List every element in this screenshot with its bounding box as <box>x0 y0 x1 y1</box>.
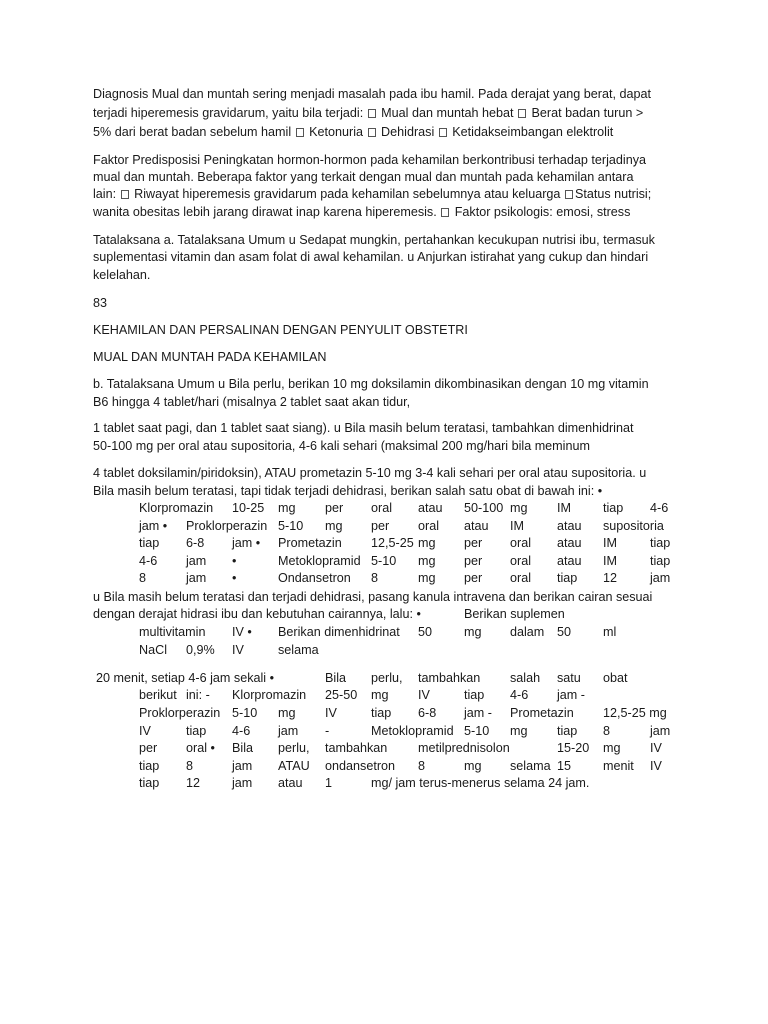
drug-list-row: Klorpromazin 10-25 mg per oral atau 50-100 mg IM tiap 4-6 <box>139 501 669 515</box>
treatment-line-5: 4 tablet doksilamin/piridoksin), ATAU prometazin 5-10 mg 3-4 kali sehari per oral atau supositoria. u <box>93 466 647 480</box>
treatment-line-4: 50-100 mg per oral atau supositoria, 4-6 kali sehari (maksimal 200 mg/hari bila meminum <box>93 439 590 453</box>
missing-glyph-icon <box>565 190 573 199</box>
iv-drug-row: tiap 12 jam atau 1 mg/ jam terus-menerus selama 24 jam. <box>139 776 590 790</box>
management-line-3: kelelahan. <box>93 268 151 282</box>
missing-glyph-icon <box>439 128 447 137</box>
diagnosis-line-3: 5% dari berat badan sebelum hamil Ketonuria Dehidrasi Ketidakseimbangan elektrolit <box>93 125 614 139</box>
treatment-line-1: b. Tatalaksana Umum u Bila perlu, berikan 10 mg doksilamin dikombinasikan dengan 10 mg vitamin <box>93 377 649 391</box>
missing-glyph-icon <box>368 128 376 137</box>
predisposition-line-2: mual dan muntah. Beberapa faktor yang terkait dengan mual dan muntah pada kehamilan antara <box>93 170 634 184</box>
iv-drug-intro-row: 20 menit, setiap 4-6 jam sekali • Bila perlu, tambahkan salah satu obat <box>96 671 628 685</box>
dehydration-line-2: dengan derajat hidrasi ibu dan kebutuhan cairannya, lalu: • Berikan suplemen <box>93 607 565 621</box>
dehydration-line-1: u Bila masih belum teratasi dan terjadi dehidrasi, pasang kanula intravena dan berikan cairan sesuai <box>93 590 653 604</box>
drug-list-row: tiap 6-8 jam • Prometazin 12,5-25 mg per oral atau IM tiap <box>139 536 671 550</box>
predisposition-line-4: wanita obesitas lebih jarang dirawat inap karena hiperemesis. Faktor psikologis: emosi, stress <box>93 205 631 219</box>
iv-drug-row: Proklorperazin 5-10 mg IV tiap 6-8 jam - Prometazin 12,5-25 mg <box>139 706 667 720</box>
predisposition-line-3: lain: Riwayat hiperemesis gravidarum pada kehamilan sebelumnya atau keluarga Status nutrisi; <box>93 187 652 201</box>
predisposition-line-1: Faktor Predisposisi Peningkatan hormon-hormon pada kehamilan berkontribusi terhadap terjadinya <box>93 153 647 167</box>
treatment-line-6: Bila masih belum teratasi, tapi tidak terjadi dehidrasi, berikan salah satu obat di bawah ini: • <box>93 484 603 498</box>
drug-list-row: jam • Proklorperazin 5-10 mg per oral atau IM atau supositoria <box>139 519 664 533</box>
iv-drug-row: IV tiap 4-6 jam - Metoklopramid 5-10 mg tiap 8 jam <box>139 724 671 738</box>
diagnosis-line-2: terjadi hiperemesis gravidarum, yaitu bila terjadi: Mual dan muntah hebat Berat badan turun > <box>93 106 644 120</box>
drug-list-row: 4-6 jam • Metoklopramid 5-10 mg per oral atau IM tiap <box>139 554 671 568</box>
treatment-line-3: 1 tablet saat pagi, dan 1 tablet saat siang). u Bila masih belum teratasi, tambahkan dimenhidrinat <box>93 421 634 435</box>
management-line-2: suplementasi vitamin dan asam folat di awal kehamilan. u Anjurkan istirahat yang cukup dan hindari <box>93 250 649 264</box>
fluid-row: NaCl 0,9% IV selama <box>139 643 319 657</box>
page-number: 83 <box>93 296 108 310</box>
iv-drug-row: tiap 8 jam ATAU ondansetron 8 mg selama 15 menit IV <box>139 759 662 773</box>
diagnosis-line-1: Diagnosis Mual dan muntah sering menjadi masalah pada ibu hamil. Pada derajat yang berat, dapat <box>93 87 651 101</box>
iv-drug-row: berikut ini: - Klorpromazin 25-50 mg IV tiap 4-6 jam - <box>139 688 585 702</box>
missing-glyph-icon <box>368 109 376 118</box>
missing-glyph-icon <box>441 208 449 217</box>
section-heading: KEHAMILAN DAN PERSALINAN DENGAN PENYULIT OBSTETRI <box>93 323 468 337</box>
missing-glyph-icon <box>518 109 526 118</box>
iv-drug-row: per oral • Bila perlu, tambahkan metilprednisolon 15-20 mg IV <box>139 741 662 755</box>
drug-list-row: 8 jam • Ondansetron 8 mg per oral tiap 12 jam <box>139 571 671 585</box>
fluid-row: multivitamin IV • Berikan dimenhidrinat 50 mg dalam 50 ml <box>139 625 617 639</box>
missing-glyph-icon <box>121 190 129 199</box>
subsection-heading: MUAL DAN MUNTAH PADA KEHAMILAN <box>93 350 327 364</box>
treatment-line-2: B6 hingga 4 tablet/hari (misalnya 2 tablet saat akan tidur, <box>93 395 411 409</box>
missing-glyph-icon <box>296 128 304 137</box>
management-line-1: Tatalaksana a. Tatalaksana Umum u Sedapat mungkin, pertahankan kecukupan nutrisi ibu, termasuk <box>93 233 655 247</box>
